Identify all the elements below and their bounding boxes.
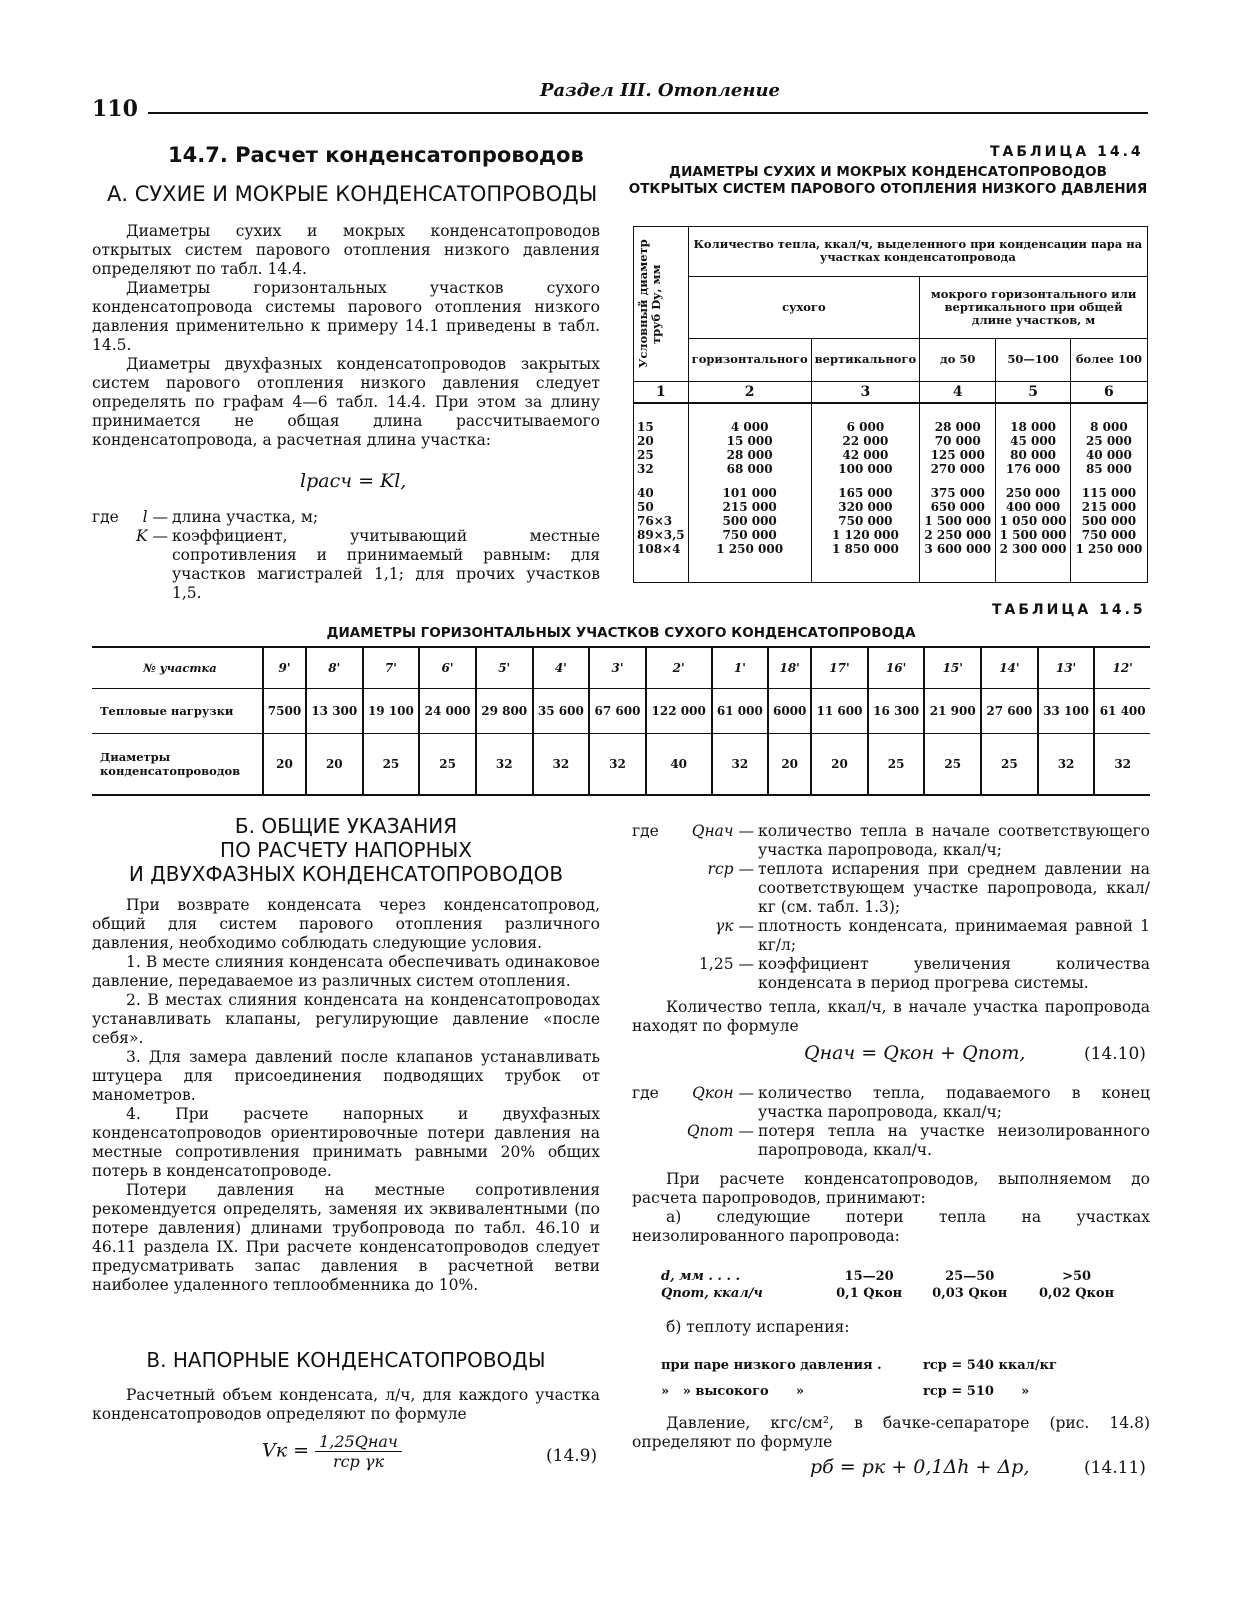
equation-number: (14.11) — [1084, 1458, 1146, 1478]
paragraph: При возврате конденсата через конденсатопровод, общий для систем парового отопления различного давления, необходимо соблюдать следующие условия. — [92, 896, 600, 952]
table-value: 25 — [637, 448, 654, 462]
table-value: 215 000 — [722, 500, 777, 514]
table-value: 28 000 — [934, 420, 981, 434]
table-value: 750 000 — [722, 528, 777, 542]
table-144-caption: ДИАМЕТРЫ СУХИХ И МОКРЫХ КОНДЕНСАТОПРОВОДОВ ОТКРЫТЫХ СИСТЕМ ПАРОВОГО ОТОПЛЕНИЯ НИЗКОГО ДАВЛЕНИЯ — [628, 164, 1148, 197]
section-number: 9' — [263, 647, 306, 689]
table-value: 68 000 — [726, 462, 773, 476]
table-value: 1 850 000 — [831, 542, 899, 556]
right-paragraph-2 — [632, 1170, 1150, 1246]
value-group — [692, 486, 808, 556]
value-group — [815, 486, 916, 556]
value-group — [1074, 420, 1144, 476]
where-label: где — [632, 822, 659, 840]
condensate-diameter: 32 — [533, 734, 590, 796]
where-list-right — [632, 822, 1150, 993]
table-value: 18 000 — [1010, 420, 1057, 434]
table-value: 6 000 — [846, 420, 885, 434]
table-value: 125 000 — [930, 448, 985, 462]
col-dy-header: Условный диаметр труб Dу, мм — [636, 239, 663, 369]
where-symbol: γк — — [715, 917, 754, 935]
loss-q-value: 0,1 Qкон — [836, 1286, 903, 1301]
section-number: 5' — [476, 647, 533, 689]
c2-cell — [688, 403, 811, 583]
col-number: 1 — [634, 382, 689, 404]
section-v-body — [92, 1386, 600, 1424]
table-value: 1 500 000 — [924, 514, 992, 528]
c5-cell — [996, 403, 1071, 583]
heat-load: 24 000 — [419, 689, 476, 734]
c4-cell — [920, 403, 996, 583]
heat-load: 35 600 — [533, 689, 590, 734]
paragraph: Количество тепла, ккал/ч, в начале участка паропровода находят по формуле — [632, 998, 1150, 1035]
condensate-diameter: 25 — [924, 734, 981, 796]
section-number: 13' — [1038, 647, 1095, 689]
paragraph: При расчете конденсатопроводов, выполняемом до расчета паропроводов, принимают: — [632, 1170, 1150, 1207]
equation-number: (14.9) — [546, 1446, 598, 1466]
table-value: 15 000 — [726, 434, 773, 448]
paragraph: Диаметры сухих и мокрых конденсатопроводов открытых систем парового отопления низкого давления определяют по табл. 14.4. — [92, 222, 600, 278]
condensate-diameter: 40 — [646, 734, 712, 796]
table-value: 375 000 — [930, 486, 985, 500]
where-label: где — [632, 1084, 659, 1102]
loss-q-label: Qпот, ккал/ч — [661, 1286, 763, 1301]
condensate-diameter: 32 — [476, 734, 533, 796]
row-label-section: № участка — [92, 647, 263, 689]
paragraph: Диаметры горизонтальных участков сухого конденсатопровода системы парового отопления низкого давления применительно к примеру 14.1 приведены в табл. 14.5. — [92, 279, 600, 354]
table-value: 3 600 000 — [924, 542, 992, 556]
table-value: 28 000 — [726, 448, 773, 462]
table-value: 20 — [637, 434, 654, 448]
where-list-right-2 — [632, 1084, 1150, 1160]
wet-header: мокрого горизонтального или вертикального при общей длине участков, м — [920, 276, 1148, 338]
heat-load: 7500 — [263, 689, 306, 734]
formula-pb: pб = pк + 0,1Δh + Δp, — [810, 1456, 1030, 1478]
loss-d-value: >50 — [1062, 1269, 1092, 1284]
where-text: плотность конденсата, принимаемая равной 1 кг/л; — [758, 917, 1150, 954]
table-value: 750 000 — [838, 514, 893, 528]
section-number: 17' — [811, 647, 868, 689]
heat-load: 122 000 — [646, 689, 712, 734]
table-value: 1 250 000 — [1075, 542, 1143, 556]
section-number: 12' — [1094, 647, 1150, 689]
paragraph: 1. В месте слияния конденсата обеспечивать одинаковое давление, передаваемое из различных систем отопления. — [92, 953, 600, 990]
section-number: 7' — [363, 647, 420, 689]
dry-header: сухого — [688, 276, 920, 338]
c6-cell — [1070, 403, 1147, 583]
c3-cell — [811, 403, 919, 583]
section-number: 8' — [306, 647, 363, 689]
where-symbol: Qнач — — [691, 822, 754, 840]
loss-d-label: d, мм . . . . — [661, 1269, 741, 1284]
table-value: 8 000 — [1090, 420, 1128, 434]
where-symbol: 1,25 — — [699, 955, 754, 973]
paragraph: Давление, кгс/см², в бачке-сепараторе (рис. 14.8) определяют по формуле — [632, 1414, 1150, 1451]
where-text: количество тепла, подаваемого в конец участка паропровода, ккал/ч; — [758, 1084, 1150, 1121]
loss-q-value: 0,03 Qкон — [932, 1286, 1008, 1301]
section-number: 3' — [589, 647, 646, 689]
heat-load: 33 100 — [1038, 689, 1095, 734]
table-value: 89×3,5 — [637, 528, 685, 542]
condensate-diameter: 20 — [811, 734, 868, 796]
condensate-diameter: 32 — [1038, 734, 1095, 796]
condensate-diameter: 32 — [589, 734, 646, 796]
where-text: длина участка, м; — [172, 508, 319, 526]
evaporation-table — [660, 1352, 1080, 1404]
table-value: 176 000 — [1005, 462, 1061, 476]
subsection-a-title: А. СУХИЕ И МОКРЫЕ КОНДЕНСАТОПРОВОДЫ — [107, 182, 598, 206]
right-paragraph-4 — [632, 1414, 1150, 1452]
h6-header: более 100 — [1070, 338, 1147, 381]
value-group — [923, 420, 992, 476]
heat-load: 61 400 — [1094, 689, 1150, 734]
table-value: 108×4 — [637, 542, 681, 556]
section-v-title: В. НАПОРНЫЕ КОНДЕНСАТОПРОВОДЫ — [146, 1348, 546, 1372]
evap-text: » » высокого » — [661, 1383, 804, 1399]
page-number: 110 — [92, 96, 138, 122]
value-group — [815, 420, 916, 476]
where-list-a — [92, 508, 600, 603]
table-value: 32 — [637, 462, 654, 476]
table-value: 250 000 — [1005, 486, 1061, 500]
where-symbol: K — — [136, 527, 169, 545]
condensate-diameter: 20 — [306, 734, 363, 796]
table-144 — [633, 226, 1148, 583]
table-value: 1 120 000 — [831, 528, 899, 542]
table-value: 500 000 — [722, 514, 777, 528]
condensate-diameter: 32 — [1094, 734, 1150, 796]
formula-lhs: Vк = — [262, 1439, 310, 1462]
horiz-header: горизонтального — [688, 338, 811, 381]
evap-text: при паре низкого давления . — [661, 1357, 882, 1373]
table-144-data — [634, 403, 1148, 583]
formula-lrasch: lрасч = Kl, — [300, 470, 407, 492]
where-symbol: Qкон — — [692, 1084, 754, 1102]
section-b-body — [92, 896, 600, 1295]
section-number: 1' — [712, 647, 769, 689]
condensate-diameter: 25 — [868, 734, 925, 796]
heat-load: 11 600 — [811, 689, 868, 734]
h5-header: 50—100 — [996, 338, 1071, 381]
table-value: 25 000 — [1085, 434, 1132, 448]
right-paragraph-3 — [632, 1318, 1150, 1337]
table-value: 165 000 — [838, 486, 893, 500]
section-number: 15' — [924, 647, 981, 689]
heat-load: 6000 — [768, 689, 811, 734]
table-value: 15 — [637, 420, 654, 434]
section-b-title — [92, 814, 600, 886]
table-value: 40 — [637, 486, 654, 500]
table-145-caption: ДИАМЕТРЫ ГОРИЗОНТАЛЬНЫХ УЧАСТКОВ СУХОГО КОНДЕНСАТОПРОВОДА — [326, 625, 916, 641]
where-symbol: rср — — [707, 860, 754, 878]
table-value: 101 000 — [722, 486, 777, 500]
paragraph: Потери давления на местные сопротивления рекомендуется определять, заменяя их эквивалентными (по потере давления) длинами трубопровода по табл. 46.10 и 46.11 раздела IX. При расчете конденсатопроводов следует предусматривать запас давления в расчетной ветви наиболее удаленного теплообменника до 10%. — [92, 1181, 600, 1294]
section-number: 16' — [868, 647, 925, 689]
table-value: 85 000 — [1085, 462, 1132, 476]
section-title: 14.7. Расчет конденсатопроводов — [168, 143, 584, 167]
where-symbol: Qпот — — [686, 1122, 754, 1140]
paragraph: б) теплоту испарения: — [666, 1318, 850, 1336]
formula-denominator: rср γк — [332, 1452, 384, 1471]
paragraph: а) следующие потери тепла на участках неизолированного паропровода: — [632, 1208, 1150, 1245]
table-value: 400 000 — [1005, 500, 1061, 514]
condensate-diameter: 20 — [768, 734, 811, 796]
table-value: 100 000 — [838, 462, 893, 476]
table-value: 40 000 — [1085, 448, 1132, 462]
section-a-body — [92, 222, 600, 450]
dy-cell — [634, 403, 689, 583]
table-value: 650 000 — [930, 500, 985, 514]
condensate-diameter: 25 — [419, 734, 476, 796]
table-value: 115 000 — [1081, 486, 1137, 500]
table-value: 215 000 — [1081, 500, 1137, 514]
section-number: 4' — [533, 647, 590, 689]
h4-header: до 50 — [920, 338, 996, 381]
table-145-label: ТАБЛИЦА 14.5 — [992, 602, 1146, 618]
table-value: 70 000 — [934, 434, 981, 448]
title-line: И ДВУХФАЗНЫХ КОНДЕНСАТОПРОВОДОВ — [128, 862, 564, 886]
table-value: 4 000 — [730, 420, 769, 434]
paragraph: 4. При расчете напорных и двухфазных конденсатопроводов ориентировочные потери давления на местные сопротивления принимать равными 20% общих потерь в конденсатопроводе. — [92, 1105, 600, 1180]
section-number: 2' — [646, 647, 712, 689]
table-value: 76×3 — [637, 514, 673, 528]
loss-d-value: 25—50 — [945, 1269, 995, 1284]
col-number: 6 — [1070, 382, 1147, 404]
condensate-diameter: 20 — [263, 734, 306, 796]
heat-load: 29 800 — [476, 689, 533, 734]
loss-d-value: 15—20 — [844, 1269, 894, 1284]
section-number: 6' — [419, 647, 476, 689]
table-value: 50 — [637, 500, 654, 514]
paragraph: 3. Для замера давлений после клапанов устанавливать штуцера для присоединения подводящих трубок от манометров. — [92, 1048, 600, 1104]
right-paragraph-1 — [632, 998, 1150, 1036]
value-group — [637, 420, 685, 476]
where-symbol: l — — [142, 508, 168, 526]
evap-value: rср = 510 » — [923, 1383, 1030, 1399]
paragraph: Диаметры двухфазных конденсатопроводов закрытых систем парового отопления низкого давления следует определять по графам 4—6 табл. 14.4. При этом за длину принимается не общая длина рассчитываемого конденсатопровода, а расчетная длина участка: — [92, 355, 600, 449]
formula-qnach: Qнач = Qкон + Qпот, — [804, 1042, 1026, 1064]
running-title: Раздел III. Отопление — [540, 80, 780, 101]
header-rule — [148, 112, 1148, 114]
condensate-diameter: 32 — [712, 734, 769, 796]
formula-numerator: 1,25Qнач — [315, 1432, 402, 1452]
group-header: Количество тепла, ккал/ч, выделенного при конденсации пара на участках конденсатопровода — [688, 227, 1147, 277]
heat-loss-table — [660, 1268, 1130, 1302]
value-group — [692, 420, 808, 476]
table-144-label: ТАБЛИЦА 14.4 — [990, 144, 1144, 160]
value-group — [999, 486, 1067, 556]
title-line: ПО РАСЧЕТУ НАПОРНЫХ — [220, 838, 472, 862]
table-value: 320 000 — [838, 500, 893, 514]
condensate-diameter: 25 — [981, 734, 1038, 796]
heat-load: 67 600 — [589, 689, 646, 734]
value-group — [923, 486, 992, 556]
loss-q-value: 0,02 Qкон — [1039, 1286, 1115, 1301]
heat-load: 16 300 — [868, 689, 925, 734]
table-value: 2 300 000 — [999, 542, 1067, 556]
column-number-row — [634, 382, 1148, 404]
heat-load: 21 900 — [924, 689, 981, 734]
heat-load: 61 000 — [712, 689, 769, 734]
where-text: количество тепла в начале соответствующего участка паропровода, ккал/ч; — [758, 822, 1150, 859]
where-text: теплота испарения при среднем давлении на соответствующем участке паропровода, ккал/кг (см. табл. 1.3); — [758, 860, 1150, 916]
heat-load: 13 300 — [306, 689, 363, 734]
paragraph: Расчетный объем конденсата, л/ч, для каждого участка конденсатопроводов определяют по формуле — [92, 1386, 600, 1423]
condensate-diameter: 25 — [363, 734, 420, 796]
heat-load: 27 600 — [981, 689, 1038, 734]
title-line: Б. ОБЩИЕ УКАЗАНИЯ — [234, 814, 458, 838]
table-value: 80 000 — [1010, 448, 1057, 462]
value-group — [637, 486, 685, 556]
value-group — [1074, 486, 1144, 556]
formula-vk — [262, 1432, 402, 1471]
table-value: 1 250 000 — [716, 542, 784, 556]
value-group — [999, 420, 1067, 476]
evap-value: rср = 540 ккал/кг — [923, 1357, 1057, 1373]
section-number: 18' — [768, 647, 811, 689]
table-value: 1 050 000 — [999, 514, 1067, 528]
heat-load: 19 100 — [363, 689, 420, 734]
col-number: 2 — [688, 382, 811, 404]
table-value: 22 000 — [842, 434, 889, 448]
col-number: 5 — [996, 382, 1071, 404]
col-number: 3 — [811, 382, 919, 404]
table-value: 500 000 — [1081, 514, 1137, 528]
table-value: 45 000 — [1010, 434, 1057, 448]
where-text: коэффициент увеличения количества конденсата в период прогрева системы. — [758, 955, 1150, 992]
paragraph: 2. В местах слияния конденсата на конденсатопроводах устанавливать клапаны, регулирующие давление «после себя». — [92, 991, 600, 1047]
table-value: 1 500 000 — [999, 528, 1067, 542]
where-text: коэффициент, учитывающий местные сопротивления и принимаемый равным: для участков магистралей 1,1; для прочих участков 1,5. — [172, 527, 600, 602]
vert-header: вертикального — [811, 338, 919, 381]
table-value: 2 250 000 — [924, 528, 992, 542]
table-145 — [92, 646, 1150, 796]
where-text: потеря тепла на участке неизолированного паропровода, ккал/ч. — [758, 1122, 1150, 1159]
section-number: 14' — [981, 647, 1038, 689]
table-value: 42 000 — [842, 448, 889, 462]
equation-number: (14.10) — [1084, 1044, 1146, 1064]
table-value: 750 000 — [1081, 528, 1137, 542]
where-label: где — [92, 508, 119, 526]
col-number: 4 — [920, 382, 996, 404]
row-label-diameters: Диаметры конденсатопроводов — [100, 750, 241, 778]
row-label-loads: Тепловые нагрузки — [92, 689, 263, 734]
table-value: 270 000 — [930, 462, 985, 476]
